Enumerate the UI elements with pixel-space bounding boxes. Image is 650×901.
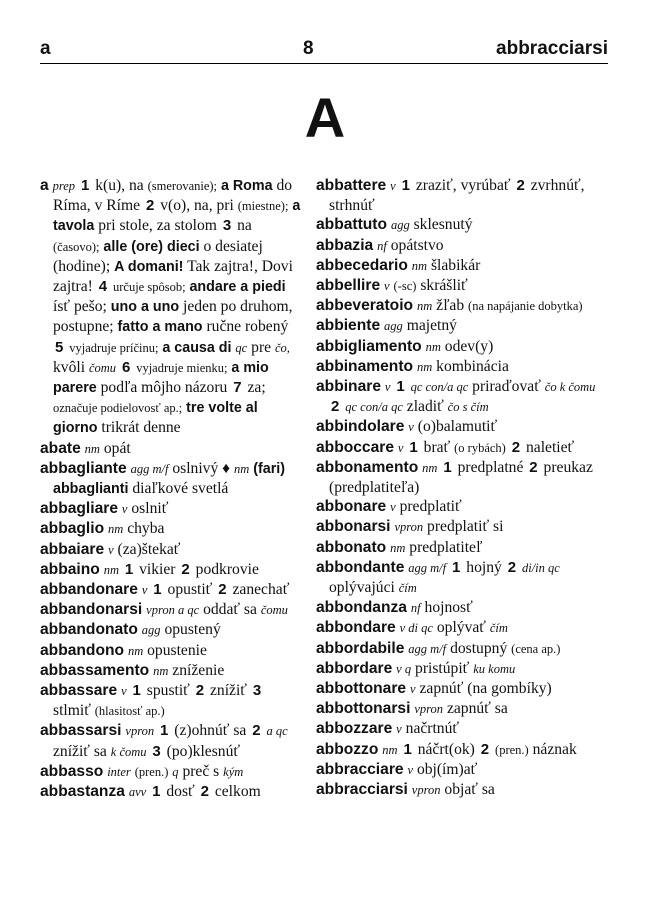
translation: náčrt(ok) xyxy=(417,740,475,758)
note: vyjadruje príčinu; xyxy=(69,340,159,355)
dictionary-entry xyxy=(316,598,608,618)
translation: vikier xyxy=(139,560,176,578)
grammar-label: vpron xyxy=(411,783,441,798)
headword: abbandonato xyxy=(40,621,138,639)
headword: abbracciarsi xyxy=(316,781,408,799)
grammar-label: avv xyxy=(128,785,147,800)
dictionary-entry xyxy=(316,679,608,699)
dictionary-entry xyxy=(40,499,302,519)
grammar-label: nm xyxy=(416,359,433,374)
grammar-label: agg m/f xyxy=(408,641,447,656)
translation: predplatiteľ xyxy=(409,538,483,556)
translation: na xyxy=(237,217,252,235)
grammar-label: nm xyxy=(382,742,398,757)
phrase: a Roma xyxy=(220,178,273,194)
translation: pri stole, za stolom xyxy=(98,217,217,235)
grammar-label: vpron xyxy=(125,724,155,739)
translation: predplatiť si xyxy=(427,518,504,536)
grammar-label: čo k čomu xyxy=(544,380,596,395)
headword: abbondante xyxy=(316,558,405,576)
phrase: a tavola xyxy=(53,198,301,235)
headword: abbinare xyxy=(316,378,381,396)
grammar-label: v xyxy=(407,762,414,777)
dictionary-entry xyxy=(316,780,608,800)
grammar-label: v xyxy=(121,684,127,699)
sense-number: 2 xyxy=(511,438,521,456)
translation: o desiatej (hodine); xyxy=(53,237,263,275)
sense-number: 7 xyxy=(233,379,242,397)
grammar-label: nm xyxy=(390,540,406,555)
dictionary-entry xyxy=(40,721,302,761)
dictionary-entry xyxy=(40,681,302,721)
dictionary-entry xyxy=(316,438,608,458)
translation: celkom xyxy=(214,783,261,801)
grammar-label: agg xyxy=(384,319,403,334)
translation: priraďovať xyxy=(472,378,541,396)
translation: sklesnutý xyxy=(413,216,473,234)
note: (smerovanie); xyxy=(147,179,218,193)
note: určuje spôsob; xyxy=(112,280,186,295)
translation: znížiť sa xyxy=(53,742,107,760)
dictionary-entry xyxy=(316,417,608,437)
headword: abbandonare xyxy=(40,581,138,599)
dictionary-entry xyxy=(316,699,608,719)
grammar-label: vpron a qc xyxy=(146,603,200,618)
phrase: andare a piedi xyxy=(189,279,286,296)
grammar-label: qc xyxy=(235,340,248,355)
translation: odev(y) xyxy=(444,337,494,355)
grammar-label: nm xyxy=(127,643,144,658)
note: (miestne); xyxy=(237,199,289,214)
grammar-label: agg m/f xyxy=(408,560,447,575)
grammar-label: agg m/f xyxy=(130,461,169,476)
translation: opustiť xyxy=(167,581,213,599)
sense-number: 1 xyxy=(401,177,410,194)
dictionary-entry xyxy=(40,762,302,782)
grammar-label: v xyxy=(108,542,114,557)
phrase: fatto a mano xyxy=(117,319,203,336)
headword: abbazia xyxy=(316,236,374,254)
grammar-label: čím xyxy=(398,581,417,596)
headword: abbattere xyxy=(316,177,387,194)
dictionary-entry xyxy=(316,236,608,256)
dictionary-entry xyxy=(316,316,608,336)
translation: dostupný xyxy=(450,639,508,657)
dictionary-entry xyxy=(40,519,302,539)
headword: abbindolare xyxy=(316,418,405,436)
translation: spustiť xyxy=(146,682,190,700)
headword: abbellire xyxy=(316,277,381,295)
dictionary-entry xyxy=(316,458,608,497)
headword: abbiente xyxy=(316,317,381,335)
dictionary-entry xyxy=(40,661,302,681)
headword: abbonarsi xyxy=(316,518,391,536)
dictionary-entry xyxy=(316,517,608,537)
sense-number: 1 xyxy=(152,783,161,801)
note: (cena ap.) xyxy=(511,641,561,656)
headword: abbaiare xyxy=(40,540,105,558)
headword: abbandono xyxy=(40,641,125,659)
dictionary-entry xyxy=(316,618,608,638)
headword: abbassarsi xyxy=(40,722,122,740)
grammar-label: inter xyxy=(107,764,131,779)
phrase: (fari) abbaglianti xyxy=(53,460,285,498)
translation: Tak zajtra!, Dovi zajtra! xyxy=(53,257,293,296)
sense-number: 3 xyxy=(252,682,262,700)
dictionary-entry xyxy=(316,639,608,659)
dictionary-entry xyxy=(316,215,608,235)
translation: za; xyxy=(247,379,266,397)
headword: abbonato xyxy=(316,538,387,556)
dictionary-entry xyxy=(316,176,608,215)
phrase: a causa di xyxy=(162,339,232,356)
phrase: uno a uno xyxy=(110,299,180,316)
sense-number: 2 xyxy=(145,197,155,215)
headword: abbracciare xyxy=(316,760,404,778)
grammar-label: nm xyxy=(416,299,433,314)
dictionary-entry xyxy=(316,296,608,316)
dictionary-entry xyxy=(316,357,608,377)
translation: obj(ím)ať xyxy=(416,760,478,778)
phrase: a mio parere xyxy=(53,359,269,397)
translation: preukaz (predplatiteľa) xyxy=(329,458,593,497)
translation: načrtnúť xyxy=(405,720,460,738)
grammar-label: nm xyxy=(103,562,119,577)
headword: abbeveratoio xyxy=(316,297,414,315)
sense-number: 1 xyxy=(409,438,418,456)
translation: opát xyxy=(103,439,131,457)
sense-number: 2 xyxy=(195,682,205,700)
header-right-guideword: abbracciarsi xyxy=(496,38,608,59)
page-number: 8 xyxy=(303,38,314,59)
right-column xyxy=(316,176,608,800)
headword: abbottonare xyxy=(316,680,407,698)
dictionary-entry xyxy=(316,740,608,760)
grammar-label: čo, xyxy=(274,340,290,355)
grammar-label: v xyxy=(410,682,416,697)
translation: (o)balamutiť xyxy=(417,418,498,436)
headword: abbordare xyxy=(316,659,393,677)
grammar-label: čo s čím xyxy=(447,400,489,415)
translation: znížiť xyxy=(210,682,247,700)
translation: opátstvo xyxy=(390,236,444,254)
translation: (po)klesnúť xyxy=(166,742,241,760)
grammar-label: čomu xyxy=(260,603,288,618)
translation: zapnúť sa xyxy=(446,700,508,718)
sense-number: 3 xyxy=(152,742,161,760)
dictionary-entry xyxy=(40,600,302,620)
note: (na napájanie dobytka) xyxy=(468,299,583,314)
note: (časovo); xyxy=(53,239,100,254)
dictionary-entry xyxy=(316,497,608,517)
translation: podkrovie xyxy=(195,560,259,578)
dictionary-entry xyxy=(316,760,608,780)
translation: ručne robený xyxy=(206,318,289,336)
headword: abbigliamento xyxy=(316,337,422,355)
headword: abbagliare xyxy=(40,500,118,518)
sense-number: 2 xyxy=(200,783,209,801)
headword: abbozzare xyxy=(316,720,393,738)
translation: kombinácia xyxy=(436,357,509,375)
note: (o rybách) xyxy=(454,440,506,455)
translation: oslniť xyxy=(131,500,169,518)
dictionary-entry xyxy=(316,719,608,739)
grammar-label: nm xyxy=(84,441,100,456)
grammar-label: v xyxy=(384,380,391,395)
translation: stlmiť xyxy=(53,702,91,720)
grammar-label: v xyxy=(390,500,396,515)
sense-number: 3 xyxy=(222,217,232,235)
dictionary-entry xyxy=(316,256,608,276)
headword: abbattuto xyxy=(316,216,388,234)
translation: naletieť xyxy=(526,438,575,456)
grammar-label: v xyxy=(141,583,148,598)
grammar-label: di/in qc xyxy=(521,560,560,575)
headword: abbandonarsi xyxy=(40,601,143,619)
sense-number: 2 xyxy=(507,558,517,576)
grammar-label: k čomu xyxy=(110,744,147,759)
grammar-label: čím xyxy=(489,621,508,636)
headword: abbaino xyxy=(40,560,100,578)
grammar-label: nm xyxy=(411,258,428,273)
translation: dosť xyxy=(166,783,195,801)
dictionary-entry xyxy=(316,538,608,558)
headword: abbastanza xyxy=(40,783,125,801)
translation: ísť pešo; xyxy=(53,298,107,316)
translation: skrášliť xyxy=(420,277,468,295)
headword: abbassamento xyxy=(40,661,150,679)
note: (-sc) xyxy=(393,279,417,294)
headword: abbinamento xyxy=(316,357,414,375)
sense-number: 2 xyxy=(218,581,227,599)
grammar-label: nf xyxy=(410,601,421,616)
translation: hojnosť xyxy=(424,599,473,617)
dictionary-entry xyxy=(40,439,302,459)
translation: brať xyxy=(423,438,451,456)
translation: k(u), na xyxy=(95,177,144,194)
translation: (za)štekať xyxy=(117,540,181,558)
grammar-label: agg xyxy=(141,623,161,638)
sense-number: 2 xyxy=(252,722,261,740)
translation: oplývajúci xyxy=(329,579,395,597)
grammar-label: prep xyxy=(52,179,76,193)
dictionary-entry xyxy=(316,337,608,357)
translation: náznak xyxy=(532,740,577,758)
sense-number: 2 xyxy=(480,740,490,758)
sense-number: 1 xyxy=(396,378,405,396)
dictionary-entry xyxy=(40,620,302,640)
grammar-label: v di qc xyxy=(399,621,433,636)
translation: zvrhnúť, strhnúť xyxy=(329,177,585,215)
sense-number: 1 xyxy=(443,458,452,476)
dictionary-entry xyxy=(40,540,302,560)
grammar-label: čomu xyxy=(88,360,117,375)
header-rule xyxy=(40,63,608,64)
headword: abbonare xyxy=(316,498,387,516)
sense-number: 1 xyxy=(153,581,162,599)
translation: jeden po druhom, postupne; xyxy=(53,298,293,336)
dictionary-entry xyxy=(40,459,302,499)
translation: šlabikár xyxy=(430,256,481,274)
headword: a xyxy=(40,177,49,194)
grammar-label: v xyxy=(397,440,404,455)
phrase: tre volte al giorno xyxy=(53,400,258,437)
sense-number: 2 xyxy=(516,177,525,194)
note: označuje podielovosť ap.; xyxy=(53,401,183,416)
headword: abbaglio xyxy=(40,520,105,538)
translation: do Ríma, v Ríme xyxy=(53,177,293,215)
grammar-label: q xyxy=(172,764,179,779)
sense-number: 4 xyxy=(98,278,108,296)
headword: abbottonarsi xyxy=(316,700,411,718)
grammar-label: qc con/a qc xyxy=(345,400,403,415)
translation: oslnivý xyxy=(172,459,219,477)
sense-number: 2 xyxy=(331,398,340,416)
translation: preč s xyxy=(182,762,220,780)
dictionary-entry xyxy=(40,560,302,580)
translation: opustený xyxy=(164,621,221,639)
translation: diaľkové svetlá xyxy=(132,480,229,498)
translation: predplatiť xyxy=(399,498,462,516)
translation: trikrát denne xyxy=(101,419,181,437)
headword: abbonamento xyxy=(316,458,419,476)
grammar-label: nf xyxy=(377,238,387,253)
grammar-label: nm xyxy=(422,460,438,475)
grammar-label: v q xyxy=(396,661,412,676)
phrase: alle (ore) dieci xyxy=(103,238,200,255)
translation: žľab xyxy=(436,297,465,315)
dictionary-entry xyxy=(316,558,608,598)
dictionary-entry xyxy=(316,377,608,417)
sense-number: 1 xyxy=(452,558,461,576)
grammar-label: v xyxy=(384,279,390,294)
sense-number: 2 xyxy=(181,560,190,578)
grammar-label: a qc xyxy=(266,724,288,739)
dictionary-entry xyxy=(316,659,608,679)
headword: abbondanza xyxy=(316,599,407,617)
translation: kvôli xyxy=(53,358,86,376)
sense-number: 1 xyxy=(132,682,141,700)
headword: abbasso xyxy=(40,762,104,780)
grammar-label: nm xyxy=(234,461,250,476)
grammar-label: v xyxy=(396,722,402,737)
translation: predplatné xyxy=(457,458,524,476)
header-left-guideword: a xyxy=(40,38,51,59)
headword: abbassare xyxy=(40,682,118,700)
dictionary-entry xyxy=(40,782,302,802)
translation: zapnúť (na gombíky) xyxy=(419,680,552,698)
translation: zraziť, vyrúbať xyxy=(415,177,511,194)
sense-number: 1 xyxy=(403,740,412,758)
translation: opustenie xyxy=(147,641,207,659)
sense-number: 5 xyxy=(55,338,64,356)
note: vyjadruje mienku; xyxy=(136,360,228,375)
translation: v(o), na, pri xyxy=(160,197,234,215)
phrase: A domani! xyxy=(114,258,184,275)
dictionary-entry xyxy=(40,641,302,661)
grammar-label: nm xyxy=(425,339,441,354)
headword: abbecedario xyxy=(316,256,408,274)
translation: zladiť xyxy=(406,398,444,416)
grammar-label: qc con/a qc xyxy=(410,380,469,395)
grammar-label: v xyxy=(121,502,128,517)
grammar-label: vpron xyxy=(394,520,424,535)
sense-number: 1 xyxy=(80,177,90,194)
note: (pren.) xyxy=(495,742,529,757)
grammar-label: nm xyxy=(108,522,124,537)
translation: pristúpiť xyxy=(415,659,470,677)
note: (hlasitosť ap.) xyxy=(94,704,165,719)
translation: oddať sa xyxy=(203,601,257,619)
translation: oplývať xyxy=(436,619,486,637)
translation: majetný xyxy=(406,317,457,335)
dictionary-entry xyxy=(40,176,302,439)
translation: zníženie xyxy=(172,661,225,679)
translation: ♦ xyxy=(222,459,231,477)
grammar-label: kým xyxy=(223,764,244,779)
grammar-label: nm xyxy=(153,663,169,678)
translation: pre xyxy=(251,338,272,356)
grammar-label: v xyxy=(390,179,396,193)
dictionary-entry xyxy=(316,276,608,296)
dictionary-entry xyxy=(40,580,302,600)
headword: abbozzo xyxy=(316,740,379,758)
grammar-label: ku komu xyxy=(473,661,516,676)
translation: hojný xyxy=(466,558,502,576)
grammar-label: vpron xyxy=(414,702,444,717)
section-letter: A xyxy=(304,86,346,149)
left-column xyxy=(40,176,302,802)
headword: abboccare xyxy=(316,438,395,456)
headword: abbondare xyxy=(316,619,396,637)
note: (pren.) xyxy=(134,764,169,779)
translation: (z)ohnúť sa xyxy=(174,722,247,740)
headword: abbordabile xyxy=(316,639,405,657)
sense-number: 6 xyxy=(121,358,131,376)
headword: abate xyxy=(40,439,81,457)
sense-number: 2 xyxy=(529,458,538,476)
translation: podľa môjho názoru xyxy=(100,379,228,397)
grammar-label: agg xyxy=(390,218,410,233)
headword: abbagliante xyxy=(40,459,127,477)
sense-number: 1 xyxy=(160,722,169,740)
translation: objať sa xyxy=(444,781,495,799)
sense-number: 1 xyxy=(124,560,134,578)
grammar-label: v xyxy=(408,420,414,435)
translation: zanechať xyxy=(232,581,290,599)
translation: chyba xyxy=(127,520,165,538)
